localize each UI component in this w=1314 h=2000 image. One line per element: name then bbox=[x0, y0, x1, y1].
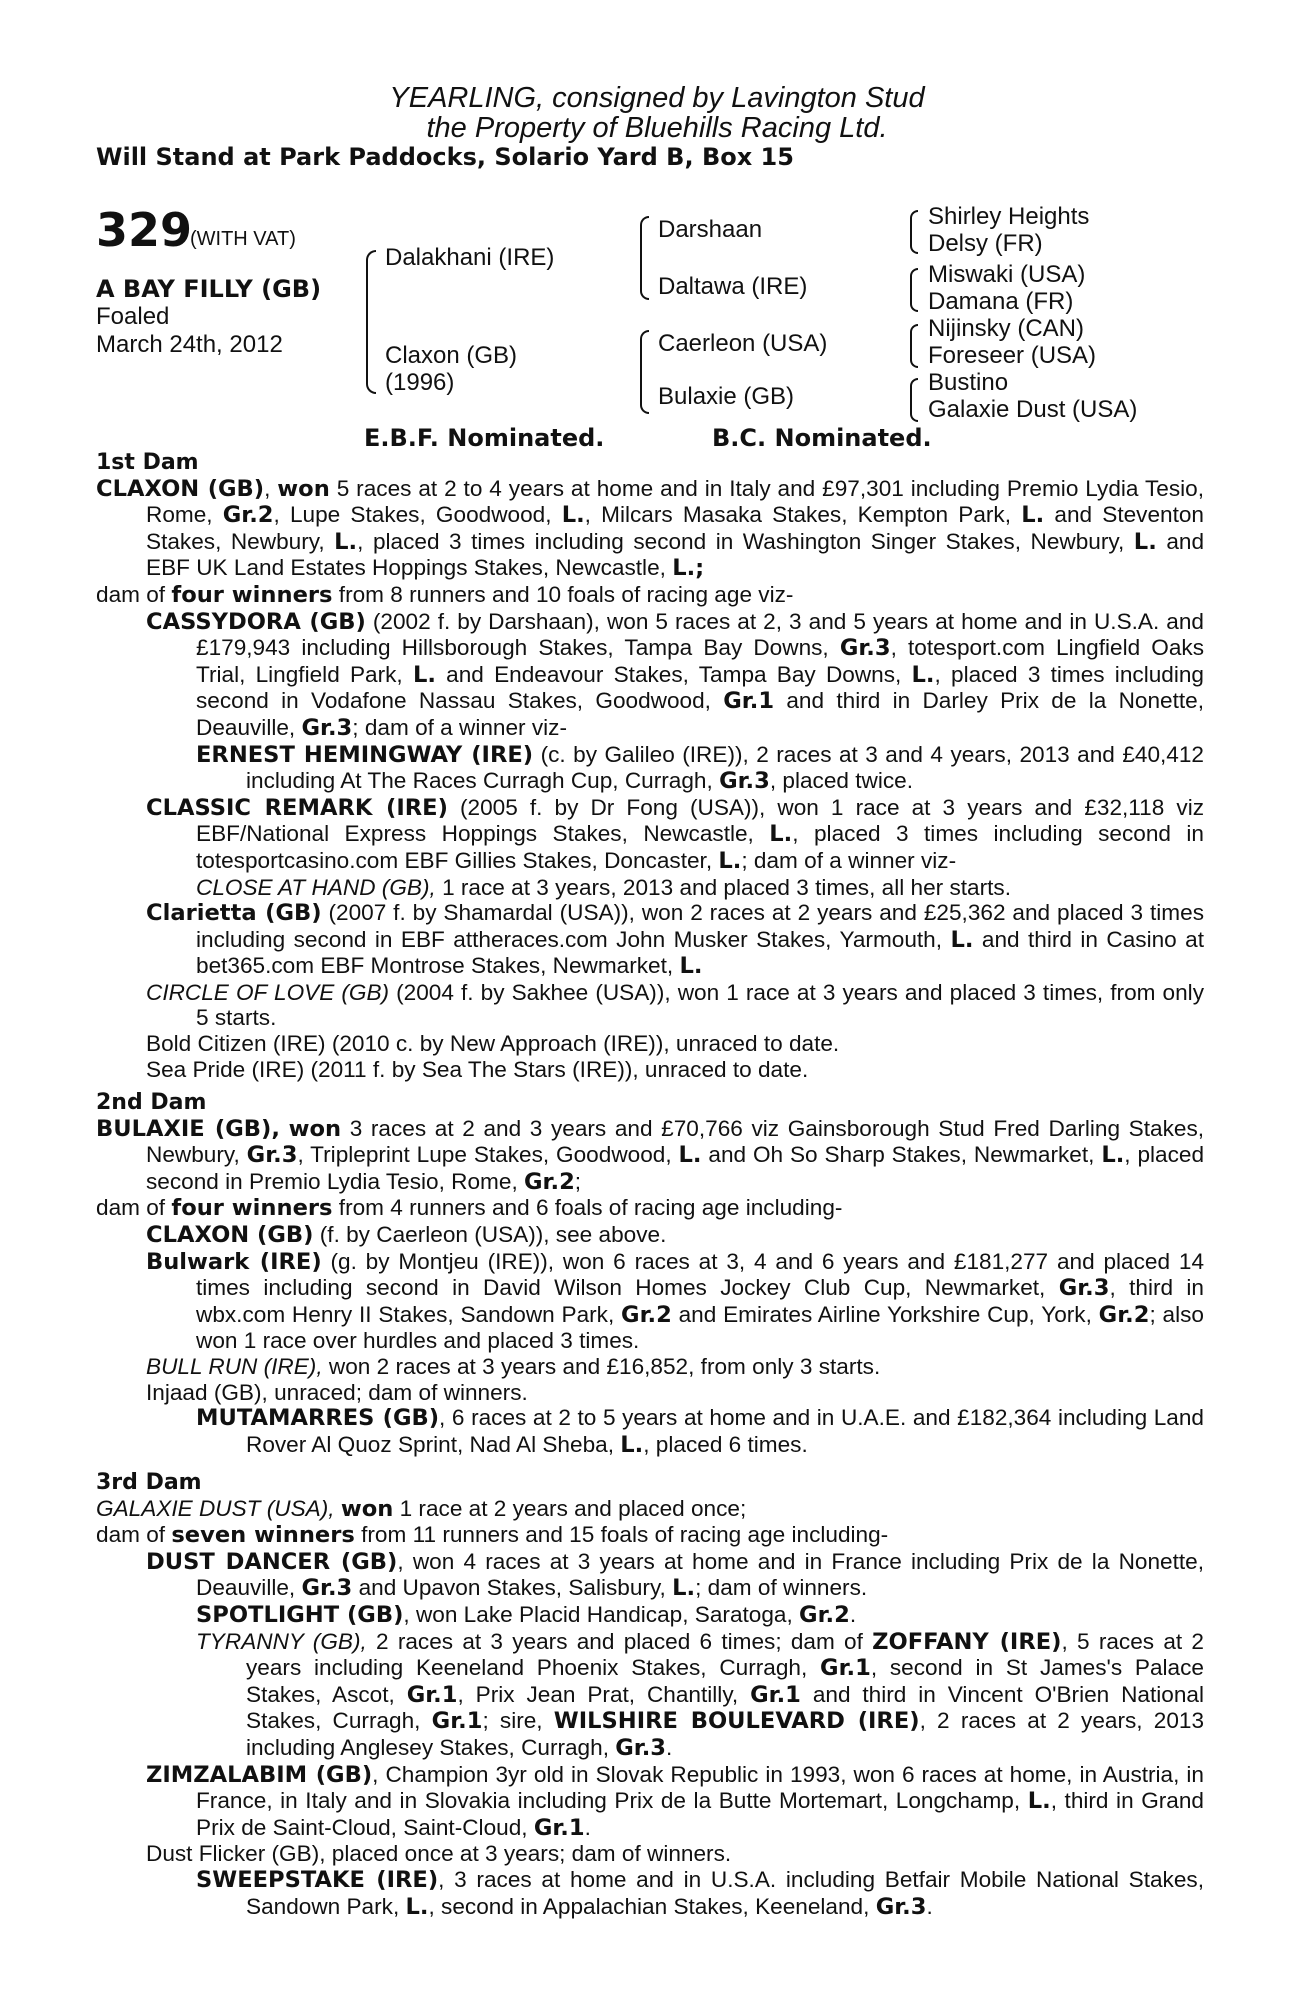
produce-dust-dancer: DUST DANCER (GB), won 4 races at 3 years at home and in France including Prix de la Nonette, Deauville, Gr.3 and Upavon Stakes, Salisbury, L.; dam of winners. bbox=[146, 1548, 1204, 1602]
stand-location: Will Stand at Park Paddocks, Solario Yard B, Box 15 bbox=[96, 143, 794, 171]
pedigree-g7: Bustino bbox=[928, 369, 1009, 396]
third-dam-summary: GALAXIE DUST (USA), won 1 race at 2 years and placed once; bbox=[96, 1495, 747, 1522]
pedigree-g3: Miswaki (USA) bbox=[928, 261, 1086, 288]
pedigree-g4: Damana (FR) bbox=[928, 288, 1074, 315]
third-dam-produce-summary: dam of seven winners from 11 runners and 15 foals of racing age including- bbox=[96, 1522, 889, 1549]
produce-claxon: CLAXON (GB) (f. by Caerleon (USA)), see above. bbox=[146, 1221, 667, 1248]
produce-circle-of-love: CIRCLE OF LOVE (GB) (2004 f. by Sakhee (USA)), won 1 race at 3 years and placed 3 times, from only 5 starts. bbox=[146, 979, 1204, 1031]
third-dam-heading: 3rd Dam bbox=[96, 1470, 202, 1495]
produce-bulwark: Bulwark (IRE) (g. by Montjeu (IRE)), won 6 races at 3, 4 and 6 years and £181,277 and placed 14 times including second in David Wilson Homes Jockey Club Cup, Newmarket, Gr.3, third in wbx.com Henry II Stakes, Sandown Park, Gr.2 and Emirates Airline Yorkshire Cup, York, Gr.2; also won 1 race over hurdles and placed 3 times. bbox=[146, 1248, 1205, 1354]
first-dam-section bbox=[96, 450, 1204, 1082]
pedigree-brace-g1 bbox=[910, 210, 918, 254]
produce-close-at-hand: CLOSE AT HAND (GB), 1 race at 3 years, 2013 and placed 3 times, all her starts. bbox=[196, 874, 1011, 900]
property-line: the Property of Bluehills Racing Ltd. bbox=[426, 112, 888, 144]
horse-name: A BAY FILLY (GB) bbox=[96, 275, 322, 303]
pedigree-g8: Galaxie Dust (USA) bbox=[928, 396, 1138, 423]
pedigree-sire: Dalakhani (IRE) bbox=[385, 244, 555, 271]
bc-nomination: B.C. Nominated. bbox=[712, 424, 932, 452]
second-dam-summary: BULAXIE (GB), won 3 races at 2 and 3 years and £70,766 viz Gainsborough Stud Fred Darling Stakes, Newbury, Gr.3, Tripleprint Lupe Stakes, Goodwood, L. and Oh So Sharp Stakes, Newmarket, L., placed second in Premio Lydia Tesio, Rome, Gr.2; bbox=[96, 1115, 1205, 1195]
pedigree-dam-year: (1996) bbox=[385, 369, 455, 396]
produce-dust-flicker: Dust Flicker (GB), placed once at 3 years; dam of winners. bbox=[146, 1841, 732, 1867]
first-dam-heading: 1st Dam bbox=[96, 450, 199, 475]
pedigree-dam-sire: Caerleon (USA) bbox=[658, 330, 828, 357]
ebf-nomination: E.B.F. Nominated. bbox=[364, 424, 605, 452]
first-dam-produce-summary: dam of four winners from 8 runners and 10 foals of racing age viz- bbox=[96, 581, 794, 608]
foaled-date: March 24th, 2012 bbox=[96, 331, 283, 358]
produce-spotlight: SPOTLIGHT (GB), won Lake Placid Handicap, Saratoga, Gr.2. bbox=[196, 1601, 857, 1628]
produce-bull-run: BULL RUN (IRE), won 2 races at 3 years and £16,852, from only 3 starts. bbox=[146, 1353, 881, 1379]
pedigree-g6: Foreseer (USA) bbox=[928, 342, 1097, 369]
produce-classic-remark: CLASSIC REMARK (IRE) (2005 f. by Dr Fong (USA)), won 1 race at 3 years and £32,118 viz EBF/National Express Hoppings Stakes, Newcastle, L., placed 3 times including second in totesportcasino.com EBF Gillies Stakes, Doncaster, L.; dam of a winner viz- bbox=[146, 794, 1205, 874]
pedigree-dam-dam: Bulaxie (GB) bbox=[658, 383, 795, 410]
produce-tyranny: TYRANNY (GB), 2 races at 3 years and placed 6 times; dam of ZOFFANY (IRE), 5 races at 2 years including Keeneland Phoenix Stakes, Curragh, Gr.1, second in St James's Palace Stakes, Ascot, Gr.1, Prix Jean Prat, Chantilly, Gr.1 and third in Vincent O'Brien National Stakes, Curragh, Gr.1; sire, WILSHIRE BOULEVARD (IRE), 2 races at 2 years, 2013 including Anglesey Stakes, Curragh, Gr.3. bbox=[196, 1628, 1205, 1761]
produce-injaad: Injaad (GB), unraced; dam of winners. bbox=[146, 1379, 528, 1405]
foaled-label: Foaled bbox=[96, 303, 170, 330]
second-dam-heading: 2nd Dam bbox=[96, 1090, 207, 1115]
pedigree-sire-dam: Daltawa (IRE) bbox=[658, 273, 808, 300]
produce-bold-citizen: Bold Citizen (IRE) (2010 c. by New Approach (IRE)), unraced to date. bbox=[146, 1031, 840, 1057]
pedigree-sire-sire: Darshaan bbox=[658, 216, 763, 243]
pedigree-g1: Shirley Heights bbox=[928, 203, 1090, 230]
third-dam-section bbox=[96, 1470, 1204, 1920]
first-dam-summary: CLAXON (GB), won 5 races at 2 to 4 years at home and in Italy and £97,301 including Premio Lydia Tesio, Rome, Gr.2, Lupe Stakes, Goodwood, L., Milcars Masaka Stakes, Kempton Park, L. and Steventon Stakes, Newbury, L., placed 3 times including second in Washington Singer Stakes, Newbury, L. and EBF UK Land Estates Hoppings Stakes, Newcastle, L.; bbox=[96, 475, 1205, 582]
second-dam-produce-summary: dam of four winners from 4 runners and 6 foals of racing age including- bbox=[96, 1195, 843, 1222]
produce-sea-pride: Sea Pride (IRE) (2011 f. by Sea The Stars (IRE)), unraced to date. bbox=[146, 1056, 809, 1082]
produce-clarietta: Clarietta (GB) (2007 f. by Shamardal (USA)), won 2 races at 2 years and £25,362 and placed 3 times including second in EBF attheraces.com John Musker Stakes, Yarmouth, L. and third in Casino at bet365.com EBF Montrose Stakes, Newmarket, L. bbox=[146, 900, 1205, 980]
produce-cassydora: CASSYDORA (GB) (2002 f. by Darshaan), won 5 races at 2, 3 and 5 years at home and in U.S.A. and £179,943 including Hillsborough Stakes, Tampa Bay Downs, Gr.3, totesport.com Lingfield Oaks Trial, Lingfield Park, L. and Endeavour Stakes, Tampa Bay Downs, L., placed 3 times including second in Vodafone Nassau Stakes, Goodwood, Gr.1 and third in Darley Prix de la Nonette, Deauville, Gr.3; dam of a winner viz- bbox=[146, 608, 1205, 741]
pedigree-brace-g4 bbox=[910, 378, 918, 422]
pedigree-g2: Delsy (FR) bbox=[928, 230, 1043, 257]
pedigree-brace-g2 bbox=[910, 268, 918, 312]
lot-number: 329 bbox=[96, 203, 193, 257]
produce-ernest-hemingway: ERNEST HEMINGWAY (IRE) (c. by Galileo (IRE)), 2 races at 3 and 4 years, 2013 and £40,412 including At The Races Curragh Cup, Curragh, Gr.3, placed twice. bbox=[196, 741, 1204, 795]
produce-mutamarres: MUTAMARRES (GB), 6 races at 2 to 5 years at home and in U.A.E. and £182,364 including Land Rover Al Quoz Sprint, Nad Al Sheba, L., placed 6 times. bbox=[196, 1405, 1204, 1458]
pedigree-brace-sire bbox=[640, 216, 649, 300]
consignor-line: YEARLING, consigned by Lavington Stud bbox=[389, 82, 925, 114]
pedigree-dam: Claxon (GB) bbox=[385, 342, 518, 369]
second-dam-section bbox=[96, 1090, 1204, 1458]
pedigree-brace-dam bbox=[640, 330, 649, 414]
vat-note: (WITH VAT) bbox=[190, 228, 296, 250]
pedigree-g5: Nijinsky (CAN) bbox=[928, 315, 1084, 342]
produce-sweepstake: SWEEPSTAKE (IRE), 3 races at home and in U.S.A. including Betfair Mobile National Stakes, Sandown Park, L., second in Appalachian Stakes, Keeneland, Gr.3. bbox=[196, 1866, 1204, 1920]
produce-zimzalabim: ZIMZALABIM (GB), Champion 3yr old in Slovak Republic in 1993, won 6 races at home, in Austria, in France, in Italy and in Slovakia including Prix de la Butte Mortemart, Longchamp, L., third in Grand Prix de Saint-Cloud, Saint-Cloud, Gr.1. bbox=[146, 1761, 1204, 1841]
pedigree-brace-g3 bbox=[910, 324, 918, 368]
pedigree-brace-main bbox=[366, 250, 376, 394]
